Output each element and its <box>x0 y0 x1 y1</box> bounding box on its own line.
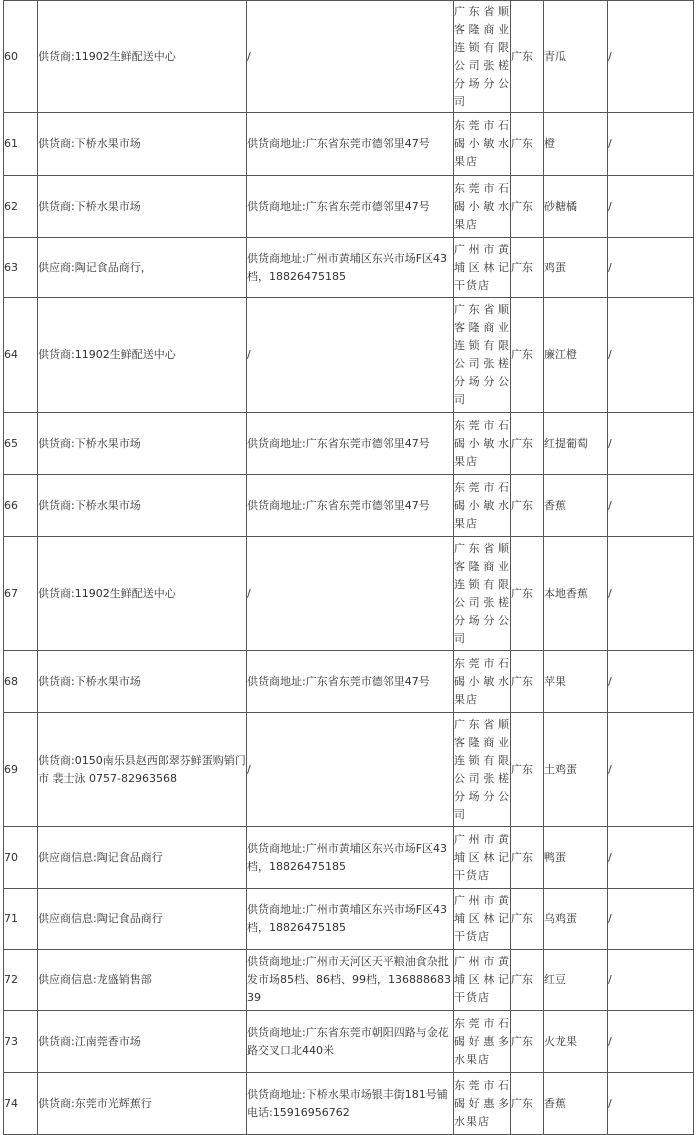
supplier-address-cell: 供货商地址:下桥水果市场银丰街181号铺电话:15916956762 <box>247 1073 454 1135</box>
supplier-cell: 供货商:下桥水果市场 <box>38 651 247 713</box>
store-name-cell: 东莞市石碣好惠多水果店 <box>454 1073 511 1135</box>
table-body <box>4 1 694 1135</box>
table-row <box>4 889 694 950</box>
supplier-cell: 供货商:江南莞香市场 <box>38 1011 247 1073</box>
product-cell: 本地香蕉 <box>544 537 608 651</box>
table-row <box>4 651 694 713</box>
table-row <box>4 950 694 1011</box>
supplier-address-cell: / <box>247 298 454 413</box>
row-number: 73 <box>4 1011 38 1073</box>
table-row <box>4 537 694 651</box>
note-cell: / <box>608 537 694 651</box>
product-cell: 红豆 <box>544 950 608 1011</box>
supplier-cell: 供货商:东莞市光辉蕉行 <box>38 1073 247 1135</box>
province-cell: 广东 <box>511 1073 544 1135</box>
table-row <box>4 298 694 413</box>
row-number: 64 <box>4 298 38 413</box>
table-row <box>4 176 694 238</box>
store-name-cell: 东莞市石碣小敏水果店 <box>454 176 511 238</box>
product-cell: 鸡蛋 <box>544 238 608 298</box>
store-name-cell: 东莞市石碣小敏水果店 <box>454 475 511 537</box>
province-cell: 广东 <box>511 889 544 950</box>
note-cell: / <box>608 713 694 827</box>
table-row <box>4 713 694 827</box>
supplier-cell: 供货商:下桥水果市场 <box>38 176 247 238</box>
province-cell: 广东 <box>511 238 544 298</box>
supplier-address-cell: 供货商地址:广州市黄埔区东兴市场F区43档，18826475185 <box>247 238 454 298</box>
product-cell: 鸭蛋 <box>544 827 608 889</box>
supplier-cell: 供应商信息:陶记食品商行 <box>38 827 247 889</box>
store-name-cell: 广东省顺客隆商业连锁有限公司张槎分场分公司 <box>454 1 511 113</box>
table-row <box>4 413 694 475</box>
table-row <box>4 1073 694 1135</box>
table-row <box>4 1 694 113</box>
store-name-cell: 广州市黄埔区林记干货店 <box>454 889 511 950</box>
province-cell: 广东 <box>511 475 544 537</box>
province-cell: 广东 <box>511 413 544 475</box>
product-cell: 香蕉 <box>544 1073 608 1135</box>
province-cell: 广东 <box>511 537 544 651</box>
supplier-cell: 供货商:下桥水果市场 <box>38 113 247 176</box>
table-row <box>4 475 694 537</box>
supplier-cell: 供货商:11902生鲜配送中心 <box>38 1 247 113</box>
supplier-address-cell: 供货商地址:广东省东莞市朝阳四路与金花路交叉口北440米 <box>247 1011 454 1073</box>
note-cell: / <box>608 238 694 298</box>
row-number: 63 <box>4 238 38 298</box>
row-number: 71 <box>4 889 38 950</box>
product-cell: 苹果 <box>544 651 608 713</box>
supplier-address-cell: 供货商地址:广东省东莞市德邻里47号 <box>247 651 454 713</box>
province-cell: 广东 <box>511 176 544 238</box>
province-cell: 广东 <box>511 827 544 889</box>
supplier-address-cell: 供货商地址:广东省东莞市德邻里47号 <box>247 176 454 238</box>
province-cell: 广东 <box>511 651 544 713</box>
store-name-cell: 东莞市石碣好惠多水果店 <box>454 1011 511 1073</box>
province-cell: 广东 <box>511 1011 544 1073</box>
table-row <box>4 113 694 176</box>
province-cell: 广东 <box>511 950 544 1011</box>
table-row <box>4 238 694 298</box>
note-cell: / <box>608 889 694 950</box>
note-cell: / <box>608 413 694 475</box>
supplier-cell: 供货商:下桥水果市场 <box>38 475 247 537</box>
product-cell: 橙 <box>544 113 608 176</box>
store-name-cell: 广州市黄埔区林记干货店 <box>454 950 511 1011</box>
row-number: 65 <box>4 413 38 475</box>
row-number: 67 <box>4 537 38 651</box>
store-name-cell: 广东省顺客隆商业连锁有限公司张槎分场分公司 <box>454 537 511 651</box>
province-cell: 广东 <box>511 298 544 413</box>
store-name-cell: 东莞市石碣小敏水果店 <box>454 651 511 713</box>
store-name-cell: 广州市黄埔区林记干货店 <box>454 827 511 889</box>
product-cell: 青瓜 <box>544 1 608 113</box>
note-cell: / <box>608 1 694 113</box>
supplier-cell: 供货商:11902生鲜配送中心 <box>38 298 247 413</box>
supplier-address-cell: / <box>247 537 454 651</box>
product-cell: 香蕉 <box>544 475 608 537</box>
product-cell: 土鸡蛋 <box>544 713 608 827</box>
note-cell: / <box>608 298 694 413</box>
table-row <box>4 1011 694 1073</box>
note-cell: / <box>608 651 694 713</box>
supplier-address-cell: 供货商地址:广东省东莞市德邻里47号 <box>247 413 454 475</box>
supplier-address-cell: 供货商地址:广州市天河区天平粮油食杂批发市场85档、86档、99档，13688868339 <box>247 950 454 1011</box>
product-cell: 廉江橙 <box>544 298 608 413</box>
supplier-cell: 供货商:下桥水果市场 <box>38 413 247 475</box>
province-cell: 广东 <box>511 1 544 113</box>
product-cell: 火龙果 <box>544 1011 608 1073</box>
inspection-table <box>3 0 694 1135</box>
row-number: 61 <box>4 113 38 176</box>
table-row <box>4 827 694 889</box>
note-cell: / <box>608 176 694 238</box>
row-number: 72 <box>4 950 38 1011</box>
store-name-cell: 东莞市石碣小敏水果店 <box>454 413 511 475</box>
product-cell: 红提葡萄 <box>544 413 608 475</box>
supplier-cell: 供货商:0150南乐县赵西郎翠芬鲜蛋购销门市 裴士泳 0757-82963568 <box>38 713 247 827</box>
store-name-cell: 广东省顺客隆商业连锁有限公司张槎分场分公司 <box>454 298 511 413</box>
supplier-cell: 供应商:陶记食品商行， <box>38 238 247 298</box>
supplier-address-cell: 供货商地址:广东省东莞市德邻里47号 <box>247 475 454 537</box>
note-cell: / <box>608 475 694 537</box>
supplier-cell: 供应商信息:陶记食品商行 <box>38 889 247 950</box>
note-cell: / <box>608 950 694 1011</box>
product-cell: 砂糖橘 <box>544 176 608 238</box>
supplier-cell: 供货商:11902生鲜配送中心 <box>38 537 247 651</box>
supplier-address-cell: / <box>247 713 454 827</box>
supplier-address-cell: / <box>247 1 454 113</box>
note-cell: / <box>608 1011 694 1073</box>
product-cell: 乌鸡蛋 <box>544 889 608 950</box>
row-number: 74 <box>4 1073 38 1135</box>
row-number: 60 <box>4 1 38 113</box>
province-cell: 广东 <box>511 713 544 827</box>
supplier-address-cell: 供货商地址:广州市黄埔区东兴市场F区43档，18826475185 <box>247 889 454 950</box>
supplier-address-cell: 供货商地址:广东省东莞市德邻里47号 <box>247 113 454 176</box>
supplier-address-cell: 供货商地址:广州市黄埔区东兴市场F区43档，18826475185 <box>247 827 454 889</box>
row-number: 66 <box>4 475 38 537</box>
store-name-cell: 广州市黄埔区林记干货店 <box>454 238 511 298</box>
note-cell: / <box>608 113 694 176</box>
row-number: 69 <box>4 713 38 827</box>
store-name-cell: 广东省顺客隆商业连锁有限公司张槎分场分公司 <box>454 713 511 827</box>
province-cell: 广东 <box>511 113 544 176</box>
note-cell: / <box>608 1073 694 1135</box>
supplier-cell: 供应商信息:龙盛销售部 <box>38 950 247 1011</box>
row-number: 62 <box>4 176 38 238</box>
store-name-cell: 东莞市石碣小敏水果店 <box>454 113 511 176</box>
note-cell: / <box>608 827 694 889</box>
row-number: 68 <box>4 651 38 713</box>
row-number: 70 <box>4 827 38 889</box>
